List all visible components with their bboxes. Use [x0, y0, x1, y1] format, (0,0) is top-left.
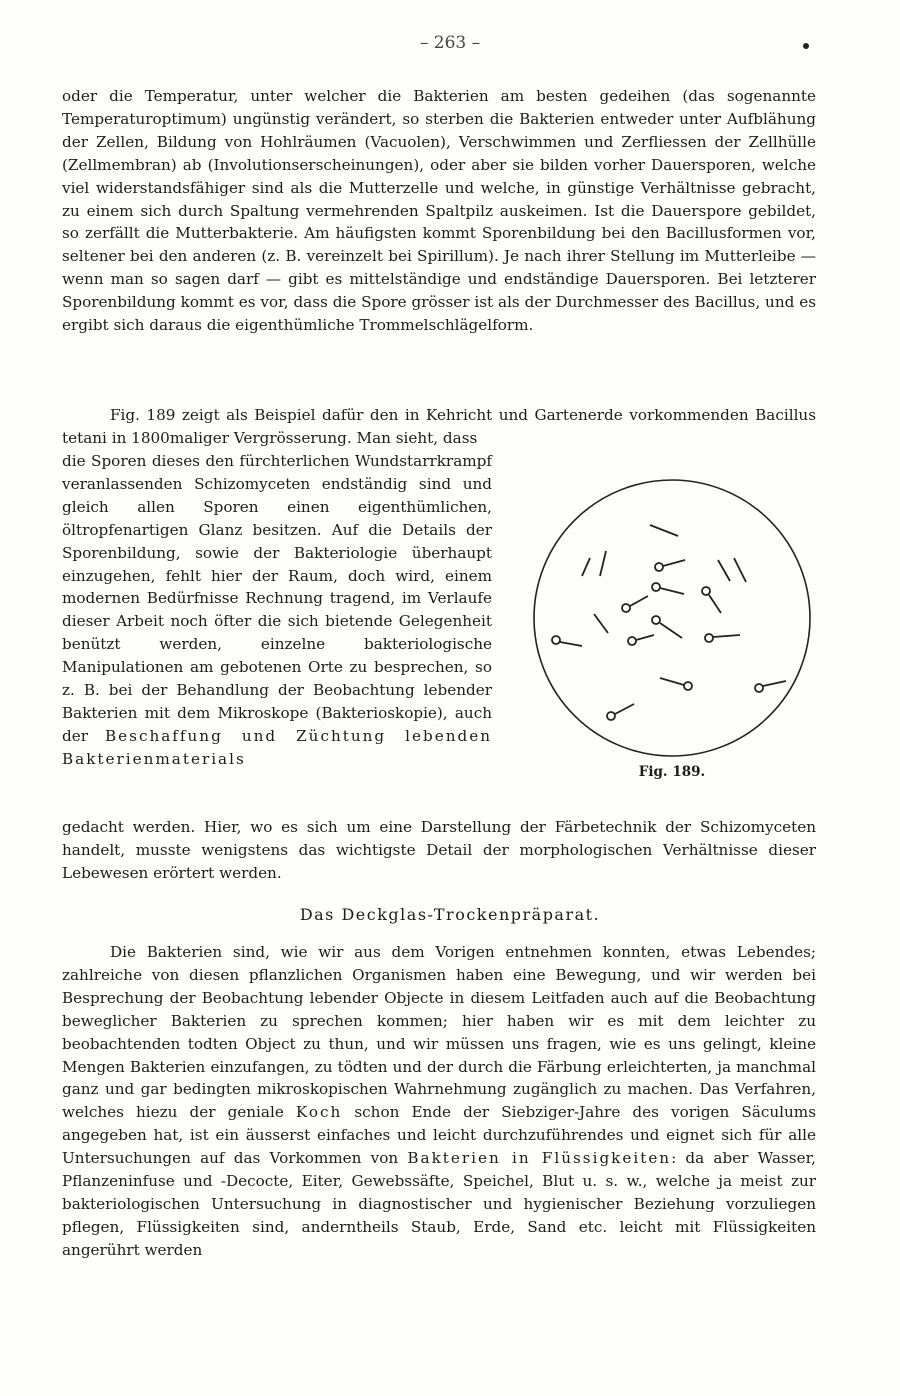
rod	[718, 560, 730, 581]
text-run: schon Ende der Siebziger-Jahre des vorigen Säculums angegeben hat, ist ein äusserst einfaches und leicht durchzuführendes und eignet sich für alle Untersuchungen auf das Vorkommen von	[62, 1103, 816, 1168]
text-run: Die Bakterien sind, wie wir aus dem Vorigen entnehmen konnten, etwas Lebendes; zahlreiche von diesen pflanzlichen Organismen haben eine Bewegung, und wir werden bei Besprechung der Beobachtung lebender Objecte in diesem Leitfaden auch auf die Beobachtung beweglicher Bakterien zu sprechen kommen; hier haben wir es mit dem leichter zu beobachtenden todten Object zu thun, und wir müssen uns fragen, wie es uns gelingt, kleine Mengen Bakterien einzufangen, zu tödten und der durch die Färbung erleichterten, ja manchmal ganz und gar bedingten mikroskopischen Wahrnehmung zugänglich zu machen. Das Verfahren, welches hiezu der geniale	[62, 943, 816, 1122]
spaced-emphasis: Bakterien in Flüssigkeiten	[407, 1149, 672, 1168]
rod	[582, 558, 590, 576]
rod	[600, 551, 606, 576]
section-heading: Das Deckglas-Trockenpräparat.	[299, 905, 601, 924]
rod	[734, 558, 746, 582]
paragraph-bacillus-tetani	[62, 450, 492, 771]
ink-speck	[803, 43, 809, 49]
paragraph-deckglas	[62, 941, 816, 1262]
text-beside-figure	[62, 450, 492, 771]
microscope-field-circle	[534, 480, 810, 756]
text-run: : da aber Wasser, Pflanzeninfuse und -Decocte, Eiter, Gewebssäfte, Speichel, Blut u. s. w., welche ja meist zur bakteriologischen Untersuchung in diagnostischer und hygienischer Beziehung vorzuliegen pflegen, Flüssigkeiten sind, anderntheils Staub, Erde, Sand etc. leicht mit Flüssigkeiten angerührt werden	[62, 1149, 816, 1259]
rod	[650, 525, 678, 536]
figure-189	[522, 478, 822, 798]
figure-caption: Fig. 189.	[638, 764, 706, 780]
bacillus-with-spore	[655, 560, 685, 571]
bacillus-with-spore	[705, 634, 740, 642]
bacillus-with-spore	[607, 704, 634, 720]
bacillus-with-spore	[552, 636, 582, 646]
bacillus-with-spore	[660, 678, 692, 690]
paragraph-morphology-end: gedacht werden. Hier, wo es sich um eine Darstellung der Färbetechnik der Schizomyceten handelt, musste wenigstens das wichtigste Detail der morphologischen Verhältnisse dieser Lebewesen erörtert werden.	[62, 818, 816, 882]
bacillus-with-spore	[628, 635, 654, 645]
paragraph-fig-intro: Fig. 189 zeigt als Beispiel dafür den in Kehricht und Gartenerde vorkommenden Bacillus tetani in 1800maliger Vergrösserung. Man sieht, dass	[62, 406, 816, 447]
bacillus-with-spore	[652, 616, 682, 638]
spaced-name-koch: Koch	[295, 1103, 343, 1122]
bacillus-with-spore	[652, 583, 684, 594]
bacillus-with-spore	[702, 587, 721, 613]
text-run: die Sporen dieses den fürchterlichen Wundstarrkrampf veranlassenden Schizomyceten endständig sind und gleich allen Sporen einen eigenthümlichen, öltropfenartigen Glanz besitzen. Auf die Details der Sporenbildung, sowie der Bakteriologie überhaupt einzugehen, fehlt hier der Raum, doch wird, einem modernen Bedürfnisse Rechnung tragend, im Verlaufe dieser Arbeit noch öfter die sich bietende Gelegenheit benützt werden, einzelne bakteriologische Manipulationen am gebotenen Orte zu besprechen, so z. B. bei der Behandlung der Beobachtung lebender Bakterien mit dem Mikroskope (Bakterioskopie), auch der	[62, 452, 492, 745]
bacillus-with-spore	[755, 681, 786, 692]
bacillus-with-spore	[622, 596, 648, 612]
microscope-field-illustration	[522, 478, 822, 763]
spaced-emphasis: Beschaffung und Züchtung lebenden Bakterienmaterials	[62, 726, 492, 768]
page-number: – 263 –	[419, 33, 481, 53]
rod	[594, 614, 608, 633]
paragraph-sporenbildung: oder die Temperatur, unter welcher die Bakterien am besten gedeihen (das sogenannte Temperaturoptimum) ungünstig verändert, so sterben die Bakterien entweder unter Aufblähung der Zellen, Bildung von Hohlräumen (Vacuolen), Verschwimmen und Zerfliessen der Zellhülle (Zellmembran) ab (Involutionserscheinungen), oder aber sie bilden vorher Dauersporen, welche viel widerstandsfähiger sind als die Mutterzelle und welche, in günstige Verhältnisse gebracht, zu einem sich durch Spaltung vermehrenden Spaltpilz auskeimen. Ist die Dauerspore gebildet, so zerfällt die Mutterbakterie. Am häufigsten kommt Sporenbildung bei den Bacillusformen vor, seltener bei den anderen (z. B. vereinzelt bei Spirillum). Je nach ihrer Stellung im Mutterleibe — wenn man so sagen darf — gibt es mittelständige und endständige Dauersporen. Bei letzterer Sporenbildung kommt es vor, dass die Spore grösser ist als der Durchmesser des Bacillus, und es ergibt sich daraus die eigenthümliche Trommelschlägelform.	[62, 87, 816, 335]
